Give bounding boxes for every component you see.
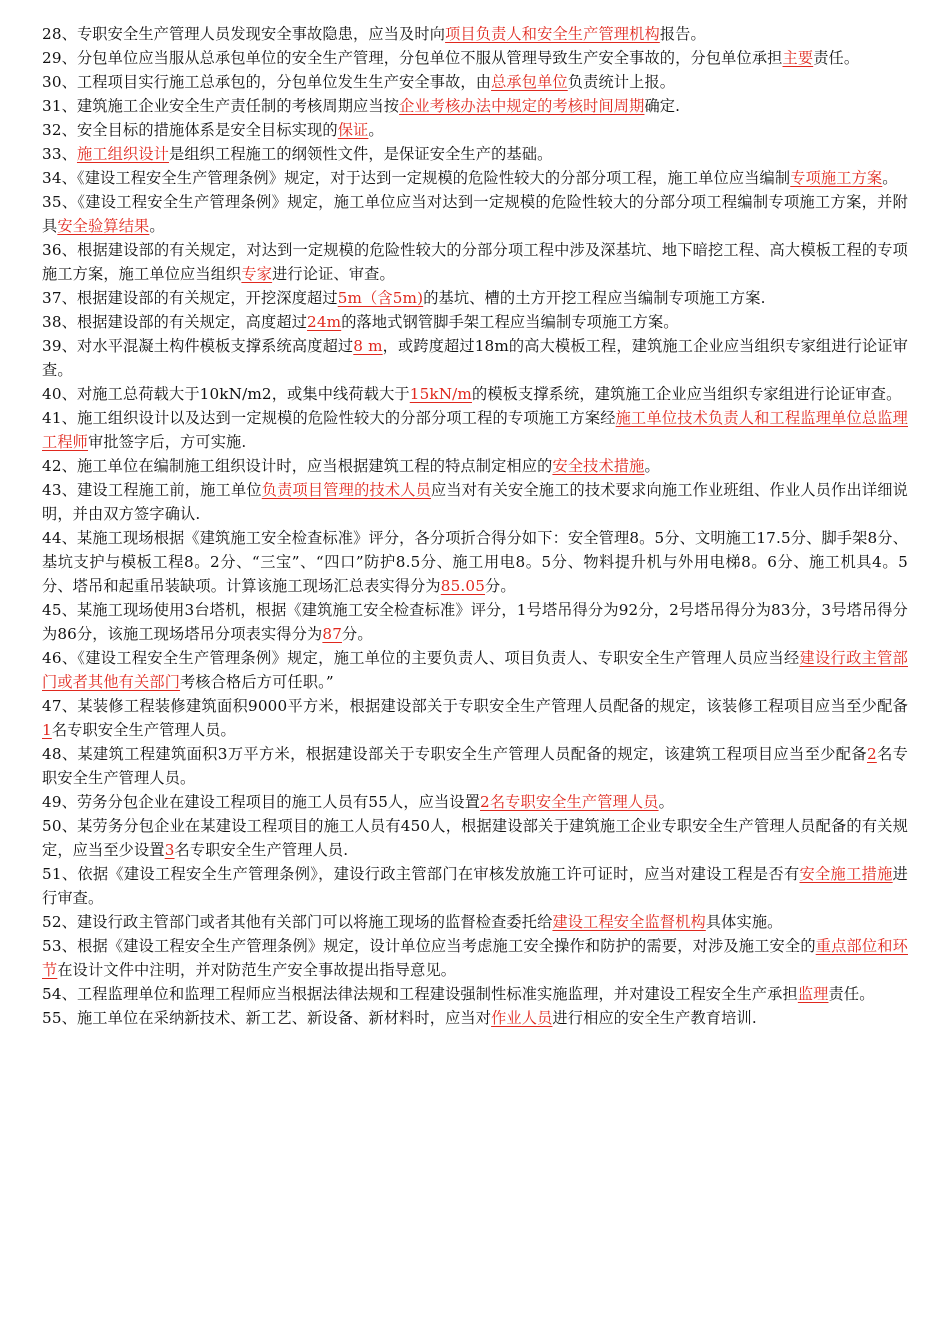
question-text: 33、 bbox=[42, 145, 77, 163]
question-text: 报告。 bbox=[659, 25, 706, 43]
question-text: 49、劳务分包企业在建设工程项目的施工人员有55人，应当设置 bbox=[42, 793, 481, 811]
question-text: 应当对有关安全施工的技术要求向施工作业班组、作业人员作出详细说明，并由双方签字确认. bbox=[42, 481, 909, 523]
question-text: 在设计文件中注明，并对防范生产安全事故提出指导意见。 bbox=[57, 961, 457, 979]
question-item bbox=[42, 982, 908, 1006]
question-item bbox=[42, 70, 908, 94]
question-item bbox=[42, 190, 908, 238]
question-item bbox=[42, 334, 908, 382]
question-text: 确定. bbox=[644, 97, 681, 115]
question-text: 名专职安全生产管理人员。 bbox=[42, 745, 908, 787]
question-text: 负责统计上报。 bbox=[567, 73, 676, 91]
answer-text: 2名专职安全生产管理人员 bbox=[480, 793, 659, 811]
answer-text: 安全验算结果 bbox=[57, 217, 150, 235]
answer-text: 专家 bbox=[241, 265, 273, 283]
question-text: 。 bbox=[644, 457, 660, 475]
answer-text: 安全施工措施 bbox=[799, 865, 893, 883]
question-text: 42、施工单位在编制施工组织设计时，应当根据建筑工程的特点制定相应的 bbox=[42, 457, 553, 475]
answer-text: 85.05 bbox=[440, 577, 486, 595]
answer-text: 安全技术措施 bbox=[552, 457, 645, 475]
answer-text: 企业考核办法中规定的考核时间周期 bbox=[399, 97, 645, 115]
question-item bbox=[42, 1006, 908, 1030]
question-text: 。 bbox=[658, 793, 674, 811]
answer-text: 负责项目管理的技术人员 bbox=[261, 481, 432, 499]
question-text: 48、某建筑工程建筑面积3万平方米，根据建设部关于专职安全生产管理人员配备的规定，该建筑工程项目应当至少配备 bbox=[42, 745, 867, 763]
question-text: 28、专职安全生产管理人员发现安全事故隐患，应当及时向 bbox=[42, 25, 446, 43]
question-text: 47、某装修工程装修建筑面积9000平方米，根据建设部关于专职安全生产管理人员配备的规定，该装修工程项目应当至少配备 bbox=[42, 697, 908, 715]
question-text: 审批签字后，方可实施. bbox=[88, 433, 247, 451]
question-text: 50、某劳务分包企业在某建设工程项目的施工人员有450人，根据建设部关于建筑施工企业专职安全生产管理人员配备的有关规定，应当至少设置 bbox=[42, 817, 908, 859]
question-item bbox=[42, 46, 908, 70]
answer-text: 8 m bbox=[353, 337, 383, 355]
question-text: 38、根据建设部的有关规定，高度超过 bbox=[42, 313, 308, 331]
question-text: 分。 bbox=[485, 577, 516, 595]
question-item bbox=[42, 94, 908, 118]
question-text: 40、对施工总荷载大于10kN/m2，或集中线荷载大于 bbox=[42, 385, 410, 403]
question-text: 分。 bbox=[342, 625, 373, 643]
question-text: 。 bbox=[882, 169, 898, 187]
answer-text: 1 bbox=[42, 721, 52, 739]
question-text: 44、某施工现场根据《建筑施工安全检查标准》评分，各分项折合得分如下：安全管理8。5分、文明施工17.5分、脚手架8分、基坑支护与模板工程8。2分、“三宝”、“四口”防护8.5分、施工用电8。5分、物料提升机与外用电梯8。6分、施工机具4。5分、塔吊和起重吊装缺项。计算该施工现场汇总表实得分为 bbox=[42, 529, 908, 595]
question-text: 。 bbox=[368, 121, 384, 139]
question-text: 39、对水平混凝土构件模板支撑系统高度超过 bbox=[42, 337, 354, 355]
question-text: 51、依据《建设工程安全生产管理条例》，建设行政主管部门在审核发放施工许可证时，应当对建设工程是否有 bbox=[42, 865, 800, 883]
question-text: 35、《建设工程安全生产管理条例》规定，施工单位应当对达到一定规模的危险性较大的分部分项工程编制专项施工方案，并附具 bbox=[42, 193, 908, 235]
question-text: 46、《建设工程安全生产管理条例》规定，施工单位的主要负责人、项目负责人、专职安全生产管理人员应当经 bbox=[42, 649, 800, 667]
question-text: 的落地式钢管脚手架工程应当编制专项施工方案。 bbox=[341, 313, 679, 331]
question-text: 43、建设工程施工前，施工单位 bbox=[42, 481, 262, 499]
question-item bbox=[42, 286, 908, 310]
question-item bbox=[42, 694, 908, 742]
answer-text: 监理 bbox=[797, 985, 829, 1003]
answer-text: 主要 bbox=[782, 49, 814, 67]
answer-text: 建设行政主管部门或者其他有关部门 bbox=[42, 649, 908, 691]
answer-text: 重点部位和环节 bbox=[42, 937, 908, 979]
question-item bbox=[42, 238, 908, 286]
question-item bbox=[42, 382, 908, 406]
answer-text: 作业人员 bbox=[491, 1009, 553, 1027]
question-item bbox=[42, 646, 908, 694]
question-item bbox=[42, 406, 908, 454]
question-item bbox=[42, 790, 908, 814]
question-text: 考核合格后方可任职。” bbox=[180, 673, 334, 691]
answer-text: 专项施工方案 bbox=[790, 169, 883, 187]
question-text: 36、根据建设部的有关规定，对达到一定规模的危险性较大的分部分项工程中涉及深基坑、地下暗挖工程、高大模板工程的专项施工方案，施工单位应当组织 bbox=[42, 241, 908, 283]
question-text: 55、施工单位在采纳新技术、新工艺、新设备、新材料时，应当对 bbox=[42, 1009, 492, 1027]
question-text: 30、工程项目实行施工总承包的，分包单位发生生产安全事故，由 bbox=[42, 73, 492, 91]
answer-text: 2 bbox=[866, 745, 877, 763]
question-text: 责任。 bbox=[828, 985, 875, 1003]
question-item bbox=[42, 478, 908, 526]
question-text: 。 bbox=[149, 217, 165, 235]
question-item bbox=[42, 454, 908, 478]
question-item bbox=[42, 742, 908, 790]
answer-text: 5m（含5m) bbox=[337, 289, 424, 307]
question-text: 名专职安全生产管理人员. bbox=[174, 841, 349, 859]
question-item bbox=[42, 814, 908, 862]
question-item bbox=[42, 310, 908, 334]
question-item bbox=[42, 22, 908, 46]
question-text: 进行相应的安全生产教育培训. bbox=[552, 1009, 757, 1027]
question-item bbox=[42, 166, 908, 190]
answer-text: 总承包单位 bbox=[491, 73, 568, 91]
answer-text: 施工单位技术负责人和工程监理单位总监理工程师 bbox=[42, 409, 908, 451]
question-text: 54、工程监理单位和监理工程师应当根据法律法规和工程建设强制性标准实施监理，并对建设工程安全生产承担 bbox=[42, 985, 798, 1003]
answer-text: 保证 bbox=[337, 121, 369, 139]
question-text: 37、根据建设部的有关规定，开挖深度超过 bbox=[42, 289, 338, 307]
question-text: 32、安全目标的措施体系是安全目标实现的 bbox=[42, 121, 338, 139]
answer-text: 施工组织设计 bbox=[76, 145, 169, 163]
question-text: 53、根据《建设工程安全生产管理条例》规定，设计单位应当考虑施工安全操作和防护的需要，对涉及施工安全的 bbox=[42, 937, 816, 955]
question-text: 是组织工程施工的纲领性文件，是保证安全生产的基础。 bbox=[169, 145, 553, 163]
answer-text: 建设工程安全监督机构 bbox=[552, 913, 706, 931]
question-item bbox=[42, 910, 908, 934]
question-text: 进行审查。 bbox=[42, 865, 908, 907]
question-text: 具体实施。 bbox=[705, 913, 783, 931]
answer-text: 项目负责人和安全生产管理机构 bbox=[445, 25, 660, 43]
answer-text: 15kN/m bbox=[409, 385, 472, 403]
document-page bbox=[42, 22, 908, 1030]
question-text: ，或跨度超过18m的高大模板工程，建筑施工企业应当组织专家组进行论证审查。 bbox=[42, 337, 908, 379]
question-item bbox=[42, 862, 908, 910]
question-item bbox=[42, 118, 908, 142]
question-item bbox=[42, 142, 908, 166]
question-text: 名专职安全生产管理人员。 bbox=[51, 721, 236, 739]
question-text: 责任。 bbox=[813, 49, 860, 67]
question-text: 52、建设行政主管部门或者其他有关部门可以将施工现场的监督检查委托给 bbox=[42, 913, 553, 931]
question-text: 29、分包单位应当服从总承包单位的安全生产管理，分包单位不服从管理导致生产安全事故的，分包单位承担 bbox=[42, 49, 783, 67]
question-item bbox=[42, 526, 908, 598]
question-text: 45、某施工现场使用3台塔机，根据《建筑施工安全检查标准》评分，1号塔吊得分为92分，2号塔吊得分为83分，3号塔吊得分为86分，该施工现场塔吊分项表实得分为 bbox=[42, 601, 908, 643]
question-text: 41、施工组织设计以及达到一定规模的危险性较大的分部分项工程的专项施工方案经 bbox=[42, 409, 616, 427]
answer-text: 87 bbox=[322, 625, 343, 643]
answer-text: 24m bbox=[307, 313, 342, 331]
question-item bbox=[42, 598, 908, 646]
question-item bbox=[42, 934, 908, 982]
question-text: 34、《建设工程安全生产管理条例》规定，对于达到一定规模的危险性较大的分部分项工程，施工单位应当编制 bbox=[42, 169, 791, 187]
question-text: 进行论证、审查。 bbox=[272, 265, 395, 283]
question-text: 31、建筑施工企业安全生产责任制的考核周期应当按 bbox=[42, 97, 400, 115]
question-text: 的基坑、槽的土方开挖工程应当编制专项施工方案. bbox=[423, 289, 766, 307]
answer-text: 3 bbox=[164, 841, 175, 859]
question-text: 的模板支撑系统，建筑施工企业应当组织专家组进行论证审查。 bbox=[472, 385, 902, 403]
